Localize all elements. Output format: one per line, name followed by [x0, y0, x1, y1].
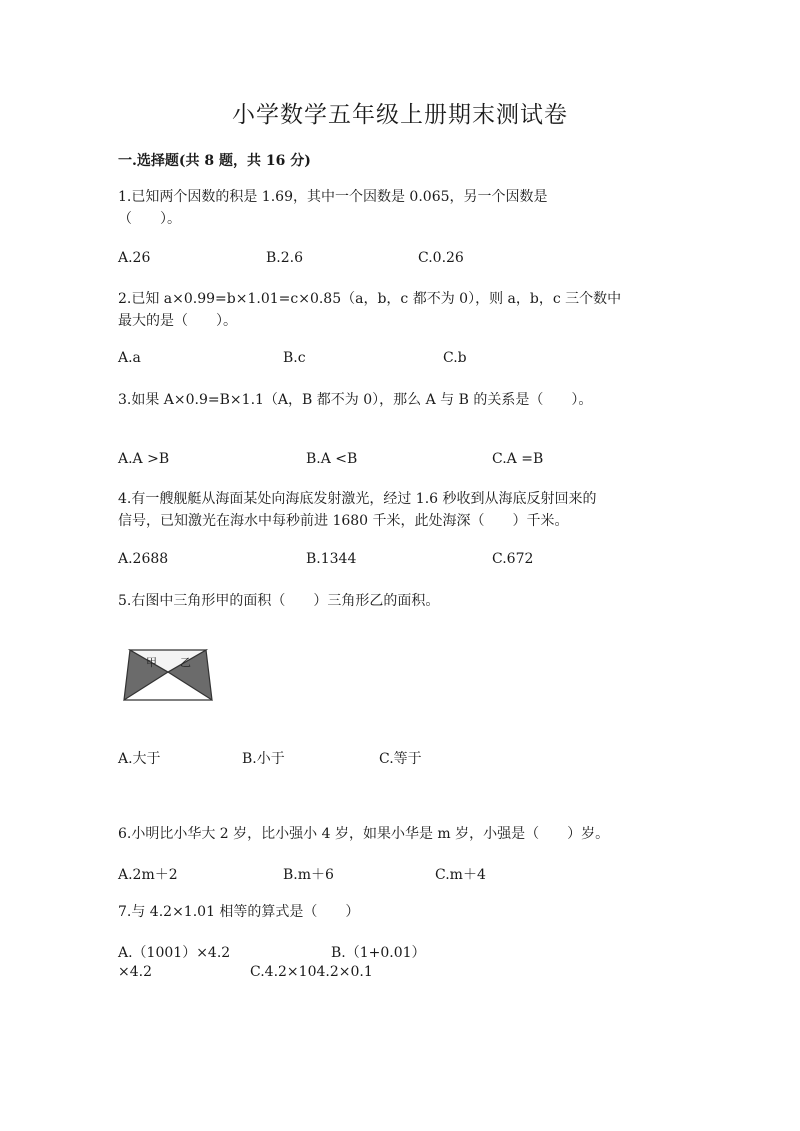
question-1-option-a: A.26	[118, 250, 151, 266]
question-3-option-b: B.A <B	[306, 451, 358, 467]
question-1-option-c: C.0.26	[418, 250, 464, 266]
page-title: 小学数学五年级上册期末测试卷	[232, 102, 568, 128]
question-4-line-2: 信号，已知激光在海水中每秒前进 1680 千米，此处海深（ ）千米。	[118, 513, 569, 529]
question-6-option-a: A.2m＋2	[118, 867, 178, 883]
question-5-line-1: 5.右图中三角形甲的面积（ ）三角形乙的面积。	[118, 593, 440, 609]
triangle-label-jia: 甲	[146, 656, 157, 669]
question-7-option-a: A.（1001）×4.2	[118, 945, 231, 961]
question-7-option-b-continued: ×4.2	[118, 964, 152, 980]
question-4-option-c: C.672	[492, 551, 534, 567]
question-6-option-b: B.m＋6	[283, 867, 334, 883]
question-5-option-c: C.等于	[379, 751, 422, 767]
question-2-line-2: 最大的是（ ）。	[118, 313, 237, 329]
triangle-figure	[120, 640, 216, 706]
section-heading: 一.选择题(共 8 题，共 16 分)	[118, 153, 311, 169]
question-2-option-a: A.a	[118, 350, 141, 366]
question-7-line-1: 7.与 4.2×1.01 相等的算式是（ ）	[118, 904, 360, 920]
question-1-line-2: （ ）。	[118, 211, 181, 227]
question-3-line-1: 3.如果 A×0.9=B×1.1（A，B 都不为 0），那么 A 与 B 的关系是（ ）。	[118, 392, 593, 408]
question-5-option-b: B.小于	[242, 751, 285, 767]
question-6-option-c: C.m＋4	[435, 867, 486, 883]
question-2-line-1: 2.已知 a×0.99=b×1.01=c×0.85（a，b，c 都不为 0），则 a，b，c 三个数中	[118, 291, 622, 307]
question-3-option-a: A.A >B	[118, 451, 170, 467]
question-2-option-c: C.b	[443, 350, 467, 366]
question-7-option-c: C.4.2×104.2×0.1	[250, 964, 373, 980]
question-4-option-b: B.1344	[306, 551, 357, 567]
question-6-line-1: 6.小明比小华大 2 岁，比小强小 4 岁，如果小华是 m 岁，小强是（ ）岁。	[118, 826, 610, 842]
question-1-line-1: 1.已知两个因数的积是 1.69，其中一个因数是 0.065，另一个因数是	[118, 189, 548, 205]
question-2-option-b: B.c	[283, 350, 306, 366]
question-4-line-1: 4.有一艘舰艇从海面某处向海底发射激光，经过 1.6 秒收到从海底反射回来的	[118, 491, 597, 507]
question-1-option-b: B.2.6	[266, 250, 304, 266]
question-4-option-a: A.2688	[118, 551, 169, 567]
triangle-label-yi: 乙	[180, 656, 191, 669]
question-5-option-a: A.大于	[118, 751, 161, 767]
question-7-option-b: B.（1+0.01）	[331, 945, 426, 961]
question-3-option-c: C.A =B	[492, 451, 544, 467]
